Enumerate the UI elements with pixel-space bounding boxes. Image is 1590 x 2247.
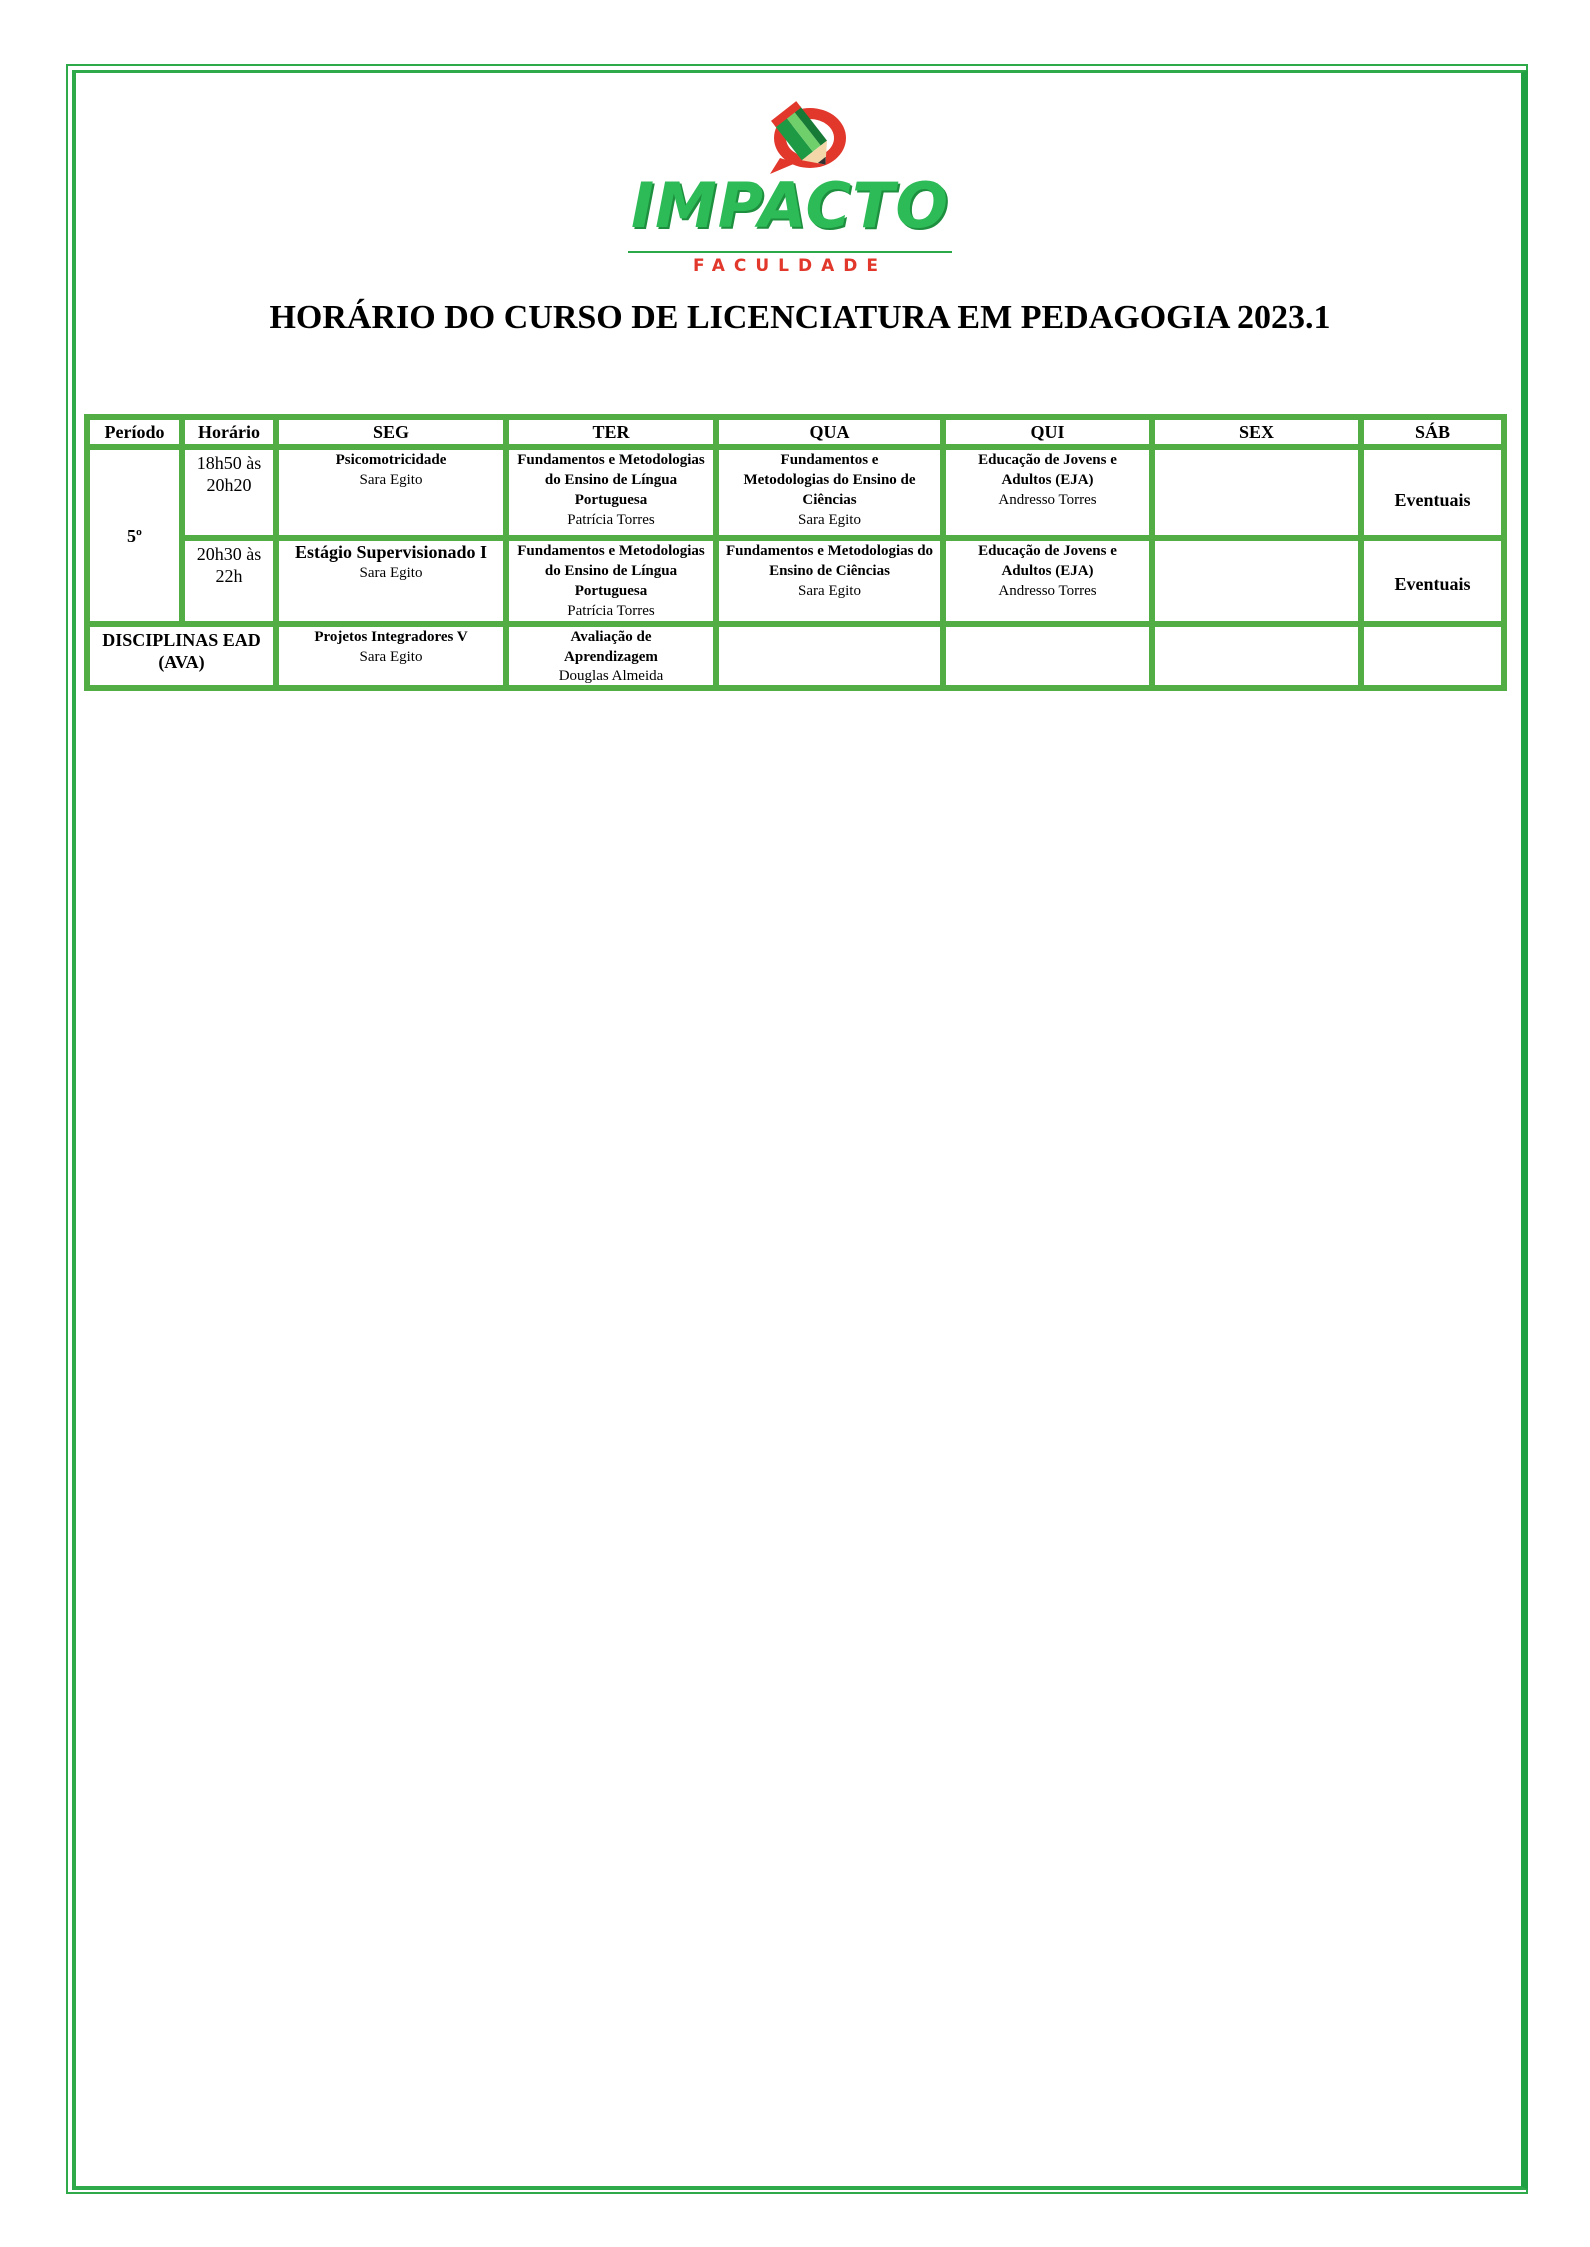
header-sab: SÁB: [1361, 417, 1504, 447]
teacher-name: Sara Egito: [798, 512, 861, 528]
sab-cell-row2: Eventuais: [1361, 538, 1504, 624]
teacher-name: Sara Egito: [359, 649, 423, 665]
header-periodo: Período: [87, 417, 182, 447]
teacher-name: Andresso Torres: [998, 583, 1097, 599]
ead-qua-cell: [716, 624, 943, 688]
subject-name: Educação de Jovens e Adultos (EJA): [978, 543, 1117, 579]
subject-name: Avaliação de Aprendizagem: [564, 629, 658, 665]
seg-cell-row2: [276, 538, 506, 624]
qua-cell-row2: [716, 538, 943, 624]
seg-cell-row1: [276, 447, 506, 538]
time-cell-row2: 20h30 às 22h: [182, 538, 276, 624]
header-horario: Horário: [182, 417, 276, 447]
header-qui: QUI: [943, 417, 1152, 447]
header-ter: TER: [506, 417, 716, 447]
faculdade-impacto-logo: [620, 100, 960, 282]
ter-cell-row1: [506, 447, 716, 538]
header-qua: QUA: [716, 417, 943, 447]
time-cell-row1: 18h50 às 20h20: [182, 447, 276, 538]
qua-cell-row1: [716, 447, 943, 538]
teacher-name: Douglas Almeida: [558, 668, 664, 684]
subject-name: Projetos Integradores V: [314, 629, 468, 645]
teacher-name: Patrícia Torres: [567, 603, 655, 619]
logo-divider: [628, 251, 952, 253]
header-seg: SEG: [276, 417, 506, 447]
subject-name: Fundamentos e Metodologias do Ensino de Língua Portuguesa: [517, 543, 705, 599]
ead-sab-cell: [1361, 624, 1504, 688]
teacher-name: Sara Egito: [798, 583, 861, 599]
subject-name: Fundamentos e Metodologias do Ensino de Língua Portuguesa: [517, 452, 705, 508]
subject-name: Psicomotricidade: [335, 452, 447, 468]
ead-ter-cell: [506, 624, 716, 688]
logo-subtitle: FACULDADE: [693, 256, 887, 276]
subject-name: Fundamentos e Metodologias do Ensino de Ciências: [743, 452, 916, 508]
qui-cell-row2: [943, 538, 1152, 624]
logo-brand-text: IMPACTO: [630, 169, 950, 242]
sex-cell-row2: [1152, 538, 1361, 624]
ead-qui-cell: [943, 624, 1152, 688]
pencil-speech-bubble-icon: [620, 100, 960, 180]
ter-cell-row2: [506, 538, 716, 624]
teacher-name: Sara Egito: [359, 565, 423, 581]
page-title: HORÁRIO DO CURSO DE LICENCIATURA EM PEDAGOGIA 2023.1: [269, 299, 1331, 336]
subject-name: Estágio Supervisionado I: [294, 542, 488, 562]
ead-seg-cell: [276, 624, 506, 688]
header-sex: SEX: [1152, 417, 1361, 447]
teacher-name: Sara Egito: [359, 472, 423, 488]
sab-cell-row1: Eventuais: [1361, 447, 1504, 538]
period-cell: 5º: [87, 447, 182, 624]
schedule-table: [84, 414, 1507, 691]
teacher-name: Patrícia Torres: [567, 512, 655, 528]
ead-sex-cell: [1152, 624, 1361, 688]
sex-cell-row1: [1152, 447, 1361, 538]
ead-label-cell: DISCIPLINAS EAD (AVA): [87, 624, 276, 688]
teacher-name: Andresso Torres: [998, 492, 1097, 508]
subject-name: Fundamentos e Metodologias do Ensino de Ciências: [725, 543, 934, 579]
page-frame-inner: [72, 70, 1528, 2190]
subject-name: Educação de Jovens e Adultos (EJA): [978, 452, 1117, 488]
qui-cell-row1: [943, 447, 1152, 538]
